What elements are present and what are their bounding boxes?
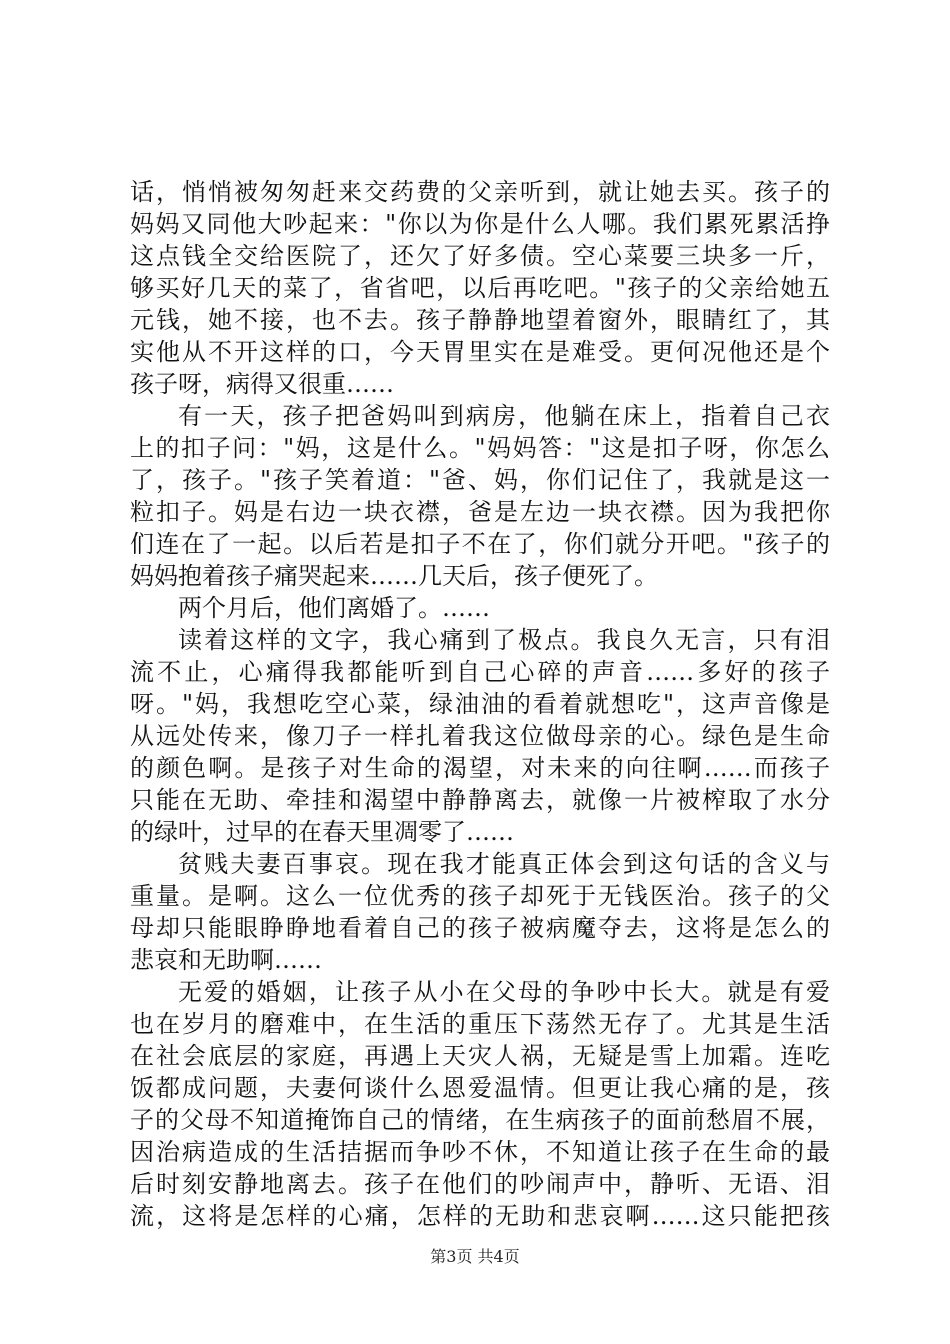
text-line: 两个月后，他们离婚了。…… [178,594,490,622]
text-line: 实他从不开这样的口，今天胃里实在是难受。更何况他还是个 [130,338,830,366]
text-line: 们连在了一起。以后若是扣子不在了，你们就分开吧。"孩子的 [130,530,830,558]
text-line: 流，这将是怎样的心痛，怎样的无助和悲哀啊……这只能把孩 [130,1202,830,1230]
paragraph [130,848,830,976]
text-line: 的绿叶，过早的在春天里凋零了…… [130,818,514,846]
text-line: 读着这样的文字，我心痛到了极点。我良久无言，只有泪 [178,626,830,654]
paragraph [130,400,830,592]
paragraph [130,592,830,624]
text-line: 孩子呀，病得又很重…… [130,370,394,398]
text-line: 贫贱夫妻百事哀。现在我才能真正体会到这句话的含义与 [178,850,830,878]
text-line: 从远处传来，像刀子一样扎着我这位做母亲的心。绿色是生命 [130,722,830,750]
text-line: 流不止，心痛得我都能听到自己心碎的声音……多好的孩子 [130,658,830,686]
text-line: 元钱，她不接，也不去。孩子静静地望着窗外，眼睛红了，其 [130,306,830,334]
text-line: 这点钱全交给医院了，还欠了好多债。空心菜要三块多一斤， [130,242,830,270]
text-line: 后时刻安静地离去。孩子在他们的吵闹声中，静听、无语、泪 [130,1170,830,1198]
text-line: 饭都成问题，夫妻何谈什么恩爱温情。但更让我心痛的是，孩 [130,1074,830,1102]
paragraph [130,176,830,400]
text-line: 了，孩子。"孩子笑着道："爸、妈，你们记住了，我就是这一 [130,466,830,494]
text-line: 有一天，孩子把爸妈叫到病房，他躺在床上，指着自己衣 [178,402,830,430]
paragraph [130,976,830,1232]
text-line: 也在岁月的磨难中，在生活的重压下荡然无存了。尤其是生活 [130,1010,830,1038]
text-line: 悲哀和无助啊…… [130,946,322,974]
paragraph [130,624,830,848]
text-line: 的颜色啊。是孩子对生命的渴望，对未来的向往啊……而孩子 [130,754,830,782]
text-line: 子的父母不知道掩饰自己的情绪，在生病孩子的面前愁眉不展， [130,1106,830,1134]
text-line: 母却只能眼睁睁地看着自己的孩子被病魔夺去，这将是怎么的 [130,914,830,942]
text-line: 妈妈抱着孩子痛哭起来……几天后，孩子便死了。 [130,562,658,590]
text-line: 无爱的婚姻，让孩子从小在父母的争吵中长大。就是有爱 [178,978,830,1006]
text-line: 妈妈又同他大吵起来："你以为你是什么人哪。我们累死累活挣 [130,210,830,238]
document-body [130,176,830,1232]
page-number: 第3页 共4页 [430,1247,520,1266]
text-line: 上的扣子问："妈，这是什么。"妈妈答："这是扣子呀，你怎么 [130,434,830,462]
text-line: 在社会底层的家庭，再遇上天灾人祸，无疑是雪上加霜。连吃 [130,1042,830,1070]
text-line: 因治病造成的生活拮据而争吵不休，不知道让孩子在生命的最 [130,1138,830,1166]
text-line: 只能在无助、牵挂和渴望中静静离去，就像一片被榨取了水分 [130,786,830,814]
text-line: 话，悄悄被匆匆赶来交药费的父亲听到，就让她去买。孩子的 [130,178,830,206]
text-line: 呀。"妈，我想吃空心菜，绿油油的看着就想吃"，这声音像是 [130,690,830,718]
text-line: 够买好几天的菜了，省省吧，以后再吃吧。"孩子的父亲给她五 [130,274,830,302]
text-line: 重量。是啊。这么一位优秀的孩子却死于无钱医治。孩子的父 [130,882,830,910]
text-line: 粒扣子。妈是右边一块衣襟，爸是左边一块衣襟。因为我把你 [130,498,830,526]
